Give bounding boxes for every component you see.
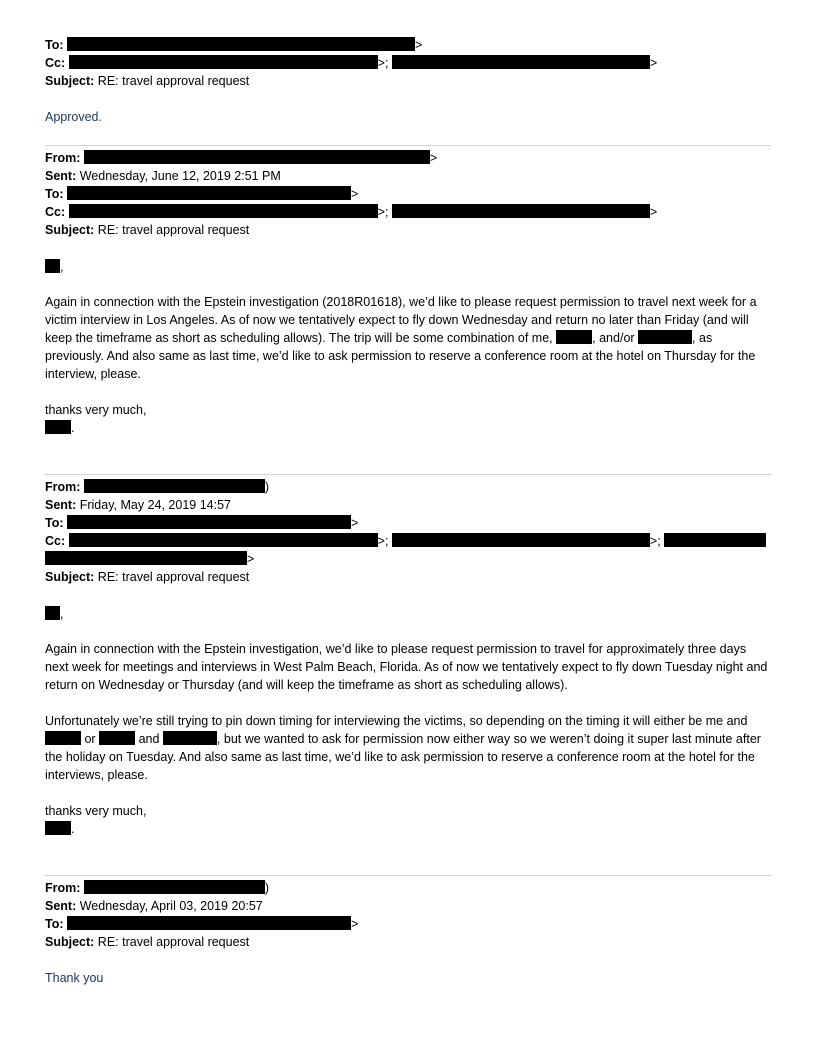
email2-paragraph-1: Again in connection with the Epstein investigation, we’d like to please request permission to travel for approximately three days next week for meetings and interviews in West Palm Beach, Florida. As of now we tentatively expect to fly down Tuesday night and return on Wednesday or Thursday (and will keep the timeframe as short as scheduling allows). [45,642,768,692]
email3-subject-line [45,933,249,951]
email2-signature [45,820,74,838]
redaction-box [638,330,692,344]
email1-signature [45,419,74,437]
to-label: To: [45,38,64,52]
email3-to-line [45,915,358,933]
to-suffix: > [415,38,423,52]
redaction-box [67,515,351,529]
subject-label: Subject: [45,570,95,584]
cc-separator: >; [377,534,389,548]
and-or-text: and/or [599,331,635,345]
email1-paragraph [45,293,771,383]
cc-end: > [649,205,658,219]
sent-label: Sent: [45,169,77,183]
sent-label: Sent: [45,498,77,512]
email2-from-line [45,478,269,496]
email1-thanks: thanks very much, [45,403,147,417]
divider [45,474,771,475]
redaction-box [45,606,60,620]
from-suffix: ) [264,480,270,494]
comma: , [592,331,596,345]
paragraph-text: , as previously. And also same as last time, we’d like to ask permission to reserve a conference room at the hotel on Thursday for the interview, please. [45,331,756,381]
cc-label: Cc: [45,205,66,219]
email1-sent-line [45,167,281,185]
subject-label: Subject: [45,74,95,88]
email1-from-line [45,149,437,167]
or-text: or [84,732,96,746]
email1-to-line [45,185,358,203]
from-label: From: [45,881,81,895]
email2-subject-line [45,568,249,586]
redaction-box [67,37,415,51]
greeting-suffix: , [60,260,64,274]
subject-label: Subject: [45,935,95,949]
redaction-box [84,880,265,894]
redaction-box [45,551,247,565]
redaction-box [392,533,650,547]
divider [45,875,771,876]
to-suffix: > [351,187,359,201]
paragraph-text: Again in connection with the Epstein investigation (2018R01618), we’d like to please request permission to travel next week for a victim interview in Los Angeles. As of now we tentatively expect to fly down Wednesday and return no later than Friday (and will keep the timeframe as short as scheduling allows). The trip will be some combination of me, [45,295,757,345]
and-text: and [138,732,160,746]
subject-label: Subject: [45,223,95,237]
to-label: To: [45,187,64,201]
email2-paragraph-2 [45,712,771,784]
redaction-box [45,259,60,273]
redaction-box [163,731,217,745]
subject-text: RE: travel approval request [97,570,250,584]
from-label: From: [45,151,81,165]
cc-separator: >; [377,56,389,70]
subject-text: RE: travel approval request [97,935,250,949]
redaction-box [84,150,430,164]
redaction-box [45,420,71,434]
paragraph-text: Unfortunately we’re still trying to pin down timing for interviewing the victims, so depending on the timing it will either be me and [45,714,748,728]
email2-sent-line [45,496,231,514]
subject-text: RE: travel approval request [97,74,250,88]
redaction-box [69,55,378,69]
to-suffix: > [351,516,359,530]
to-label: To: [45,917,64,931]
sent-text: Friday, May 24, 2019 14:57 [79,498,231,512]
sent-text: Wednesday, April 03, 2019 20:57 [79,899,263,913]
email2-greeting [45,605,63,623]
sig-suffix: . [71,421,75,435]
top-to-line [45,36,422,54]
redaction-box [45,821,71,835]
sig-suffix: . [71,822,75,836]
top-subject-line [45,72,249,90]
cc-label: Cc: [45,534,66,548]
redaction-box [664,533,766,547]
cc-end: > [247,552,255,566]
cc-separator: >; [377,205,389,219]
email2-to-line [45,514,358,532]
top-body: Approved. [45,110,102,124]
redaction-box [67,916,351,930]
to-label: To: [45,516,64,530]
email2-cc-continuation [45,550,254,568]
sent-text: Wednesday, June 12, 2019 2:51 PM [79,169,281,183]
email2-thanks: thanks very much, [45,804,147,818]
email3-from-line [45,879,269,897]
cc-end: > [649,56,658,70]
divider [45,145,771,146]
redaction-box [69,204,378,218]
from-suffix: ) [264,881,270,895]
email1-subject-line [45,221,249,239]
redaction-box [69,533,378,547]
from-suffix: > [429,151,438,165]
email1-cc-line [45,203,657,221]
top-cc-line [45,54,657,72]
greeting-suffix: , [60,607,64,621]
email1-greeting [45,258,63,276]
redaction-box [99,731,135,745]
cc-separator: >; [649,534,661,548]
redaction-box [84,479,265,493]
redaction-box [392,55,650,69]
sent-label: Sent: [45,899,77,913]
redaction-box [392,204,650,218]
email3-sent-line [45,897,263,915]
cc-label: Cc: [45,56,66,70]
email3-body: Thank you [45,971,104,985]
redaction-box [45,731,81,745]
redaction-box [556,330,592,344]
email2-cc-line [45,532,766,550]
subject-text: RE: travel approval request [97,223,250,237]
from-label: From: [45,480,81,494]
redaction-box [67,186,351,200]
paragraph-text: , but we wanted to ask for permission now either way so we weren’t doing it super last minute after the holiday on Tuesday. And also same as last time, we’d like to ask permission to reserve a conference room at the hotel for the interviews, please. [45,732,761,782]
to-suffix: > [351,917,359,931]
